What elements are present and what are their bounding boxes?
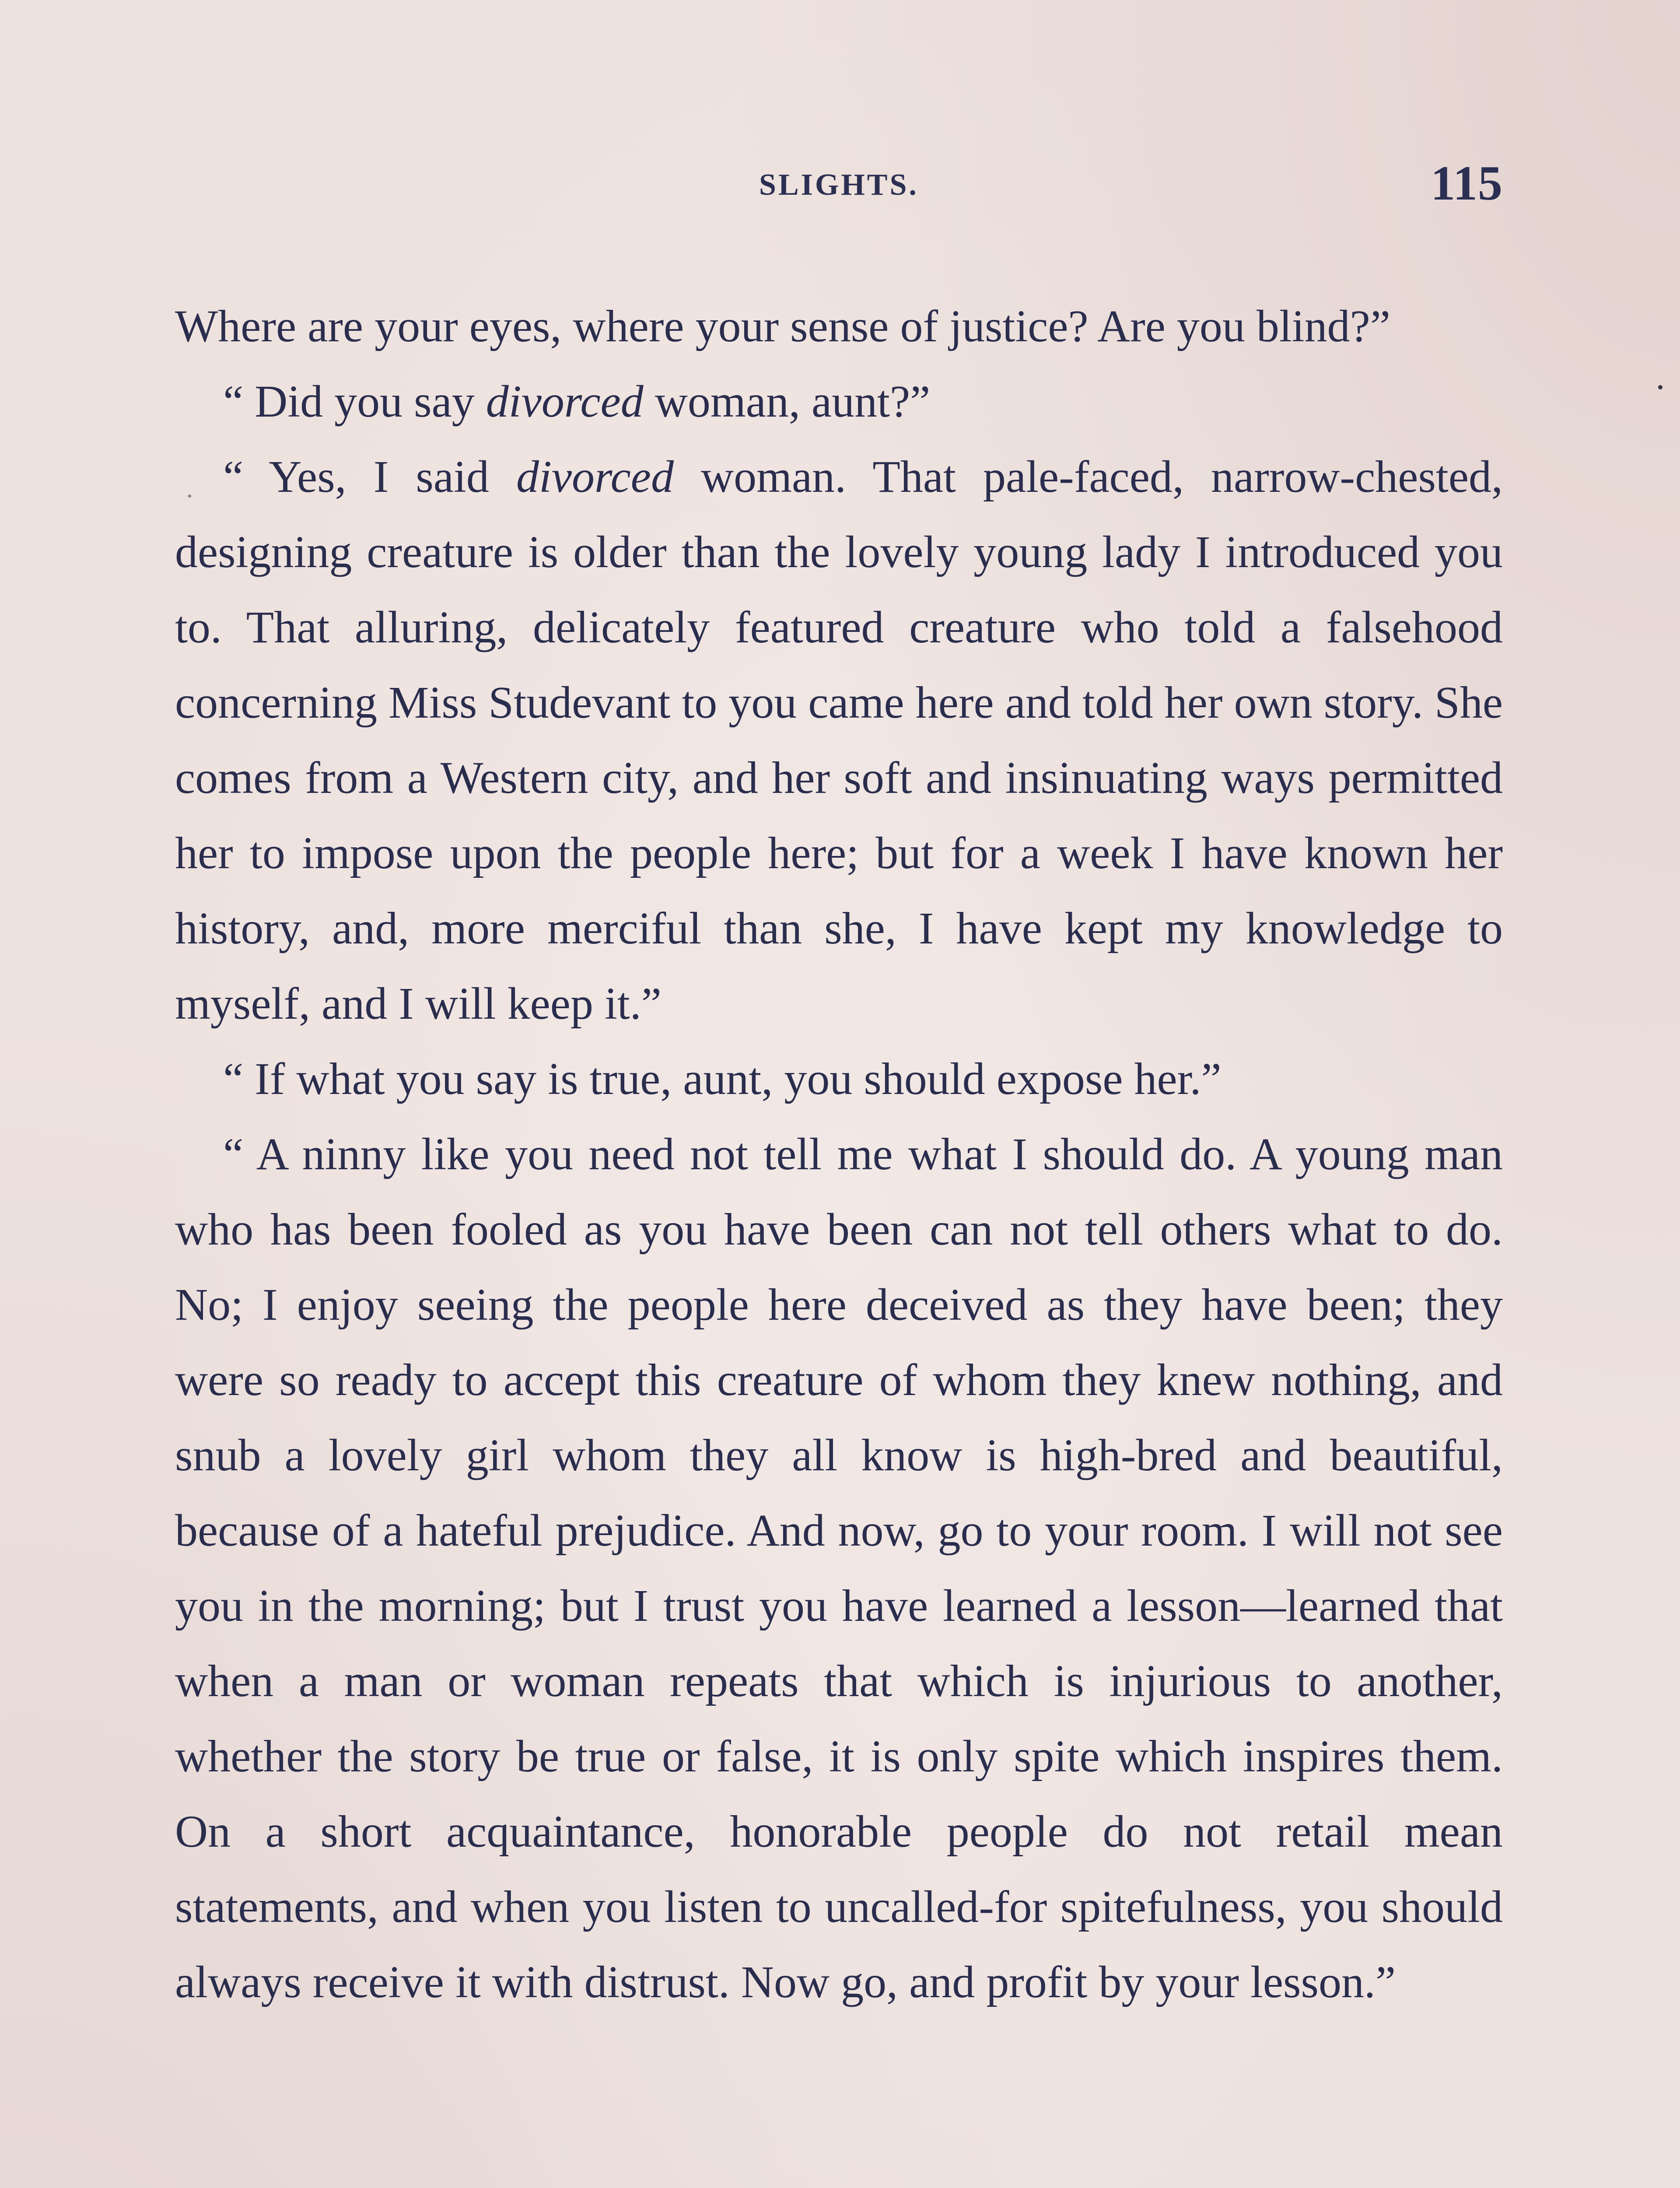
paragraph-text: “ If what you say is true, aunt, you should expose her.” bbox=[223, 1054, 1222, 1104]
paragraph bbox=[175, 1041, 1503, 1117]
page-header bbox=[175, 155, 1503, 217]
ink-speck bbox=[188, 494, 191, 498]
paragraph-text: “ A ninny like you need not tell me what I should do. A young man who has been fooled as you have been can not tell others what to do. No; I enjoy seeing the people here deceived as they have been; they were so ready to accept this creature of whom they knew nothing, and snub a lovely girl whom they all know is high-bred and beautiful, because of a hateful prejudice. And now, go to your room. I will not see you in the morning; but I trust you have learned a lesson—learned that when a man or woman repeats that which is injurious to another, whether the story be true or false, it is only spite which inspires them. On a short acquaintance, honorable people do not retail mean statements, and when you listen to uncalled-for spitefulness, you should always receive it with distrust. Now go, and profit by your lesson.” bbox=[175, 1129, 1503, 2007]
running-head: SLIGHTS. bbox=[759, 168, 919, 202]
italic-text: divorced bbox=[486, 376, 644, 427]
body-text bbox=[175, 289, 1503, 2020]
paragraph bbox=[175, 1117, 1503, 2020]
paragraph-text: Where are your eyes, where your sense of justice? Are you blind?” bbox=[175, 301, 1390, 351]
paragraph-text: “ Did you say bbox=[223, 376, 486, 427]
paragraph-text: woman, aunt?” bbox=[643, 376, 931, 427]
paragraph bbox=[175, 439, 1503, 1041]
paragraph bbox=[175, 364, 1503, 439]
paragraph-text: “ Yes, I said bbox=[223, 452, 516, 502]
ink-speck bbox=[1658, 385, 1662, 389]
page-number: 115 bbox=[1431, 156, 1503, 210]
italic-text: divorced bbox=[516, 452, 674, 502]
paragraph bbox=[175, 289, 1503, 364]
paragraph-text: woman. That pale-faced, narrow-chested, designing creature is older than the lovely young lady I introduced you to. That alluring, delicately featured creature who told a falsehood concerning Miss Studevant to you came here and told her own story. She comes from a Western city, and her soft and insinuating ways permitted her to impose upon the people here; but for a week I have known her history, and, more merciful than she, I have kept my knowledge to myself, and I will keep it.” bbox=[175, 452, 1503, 1029]
